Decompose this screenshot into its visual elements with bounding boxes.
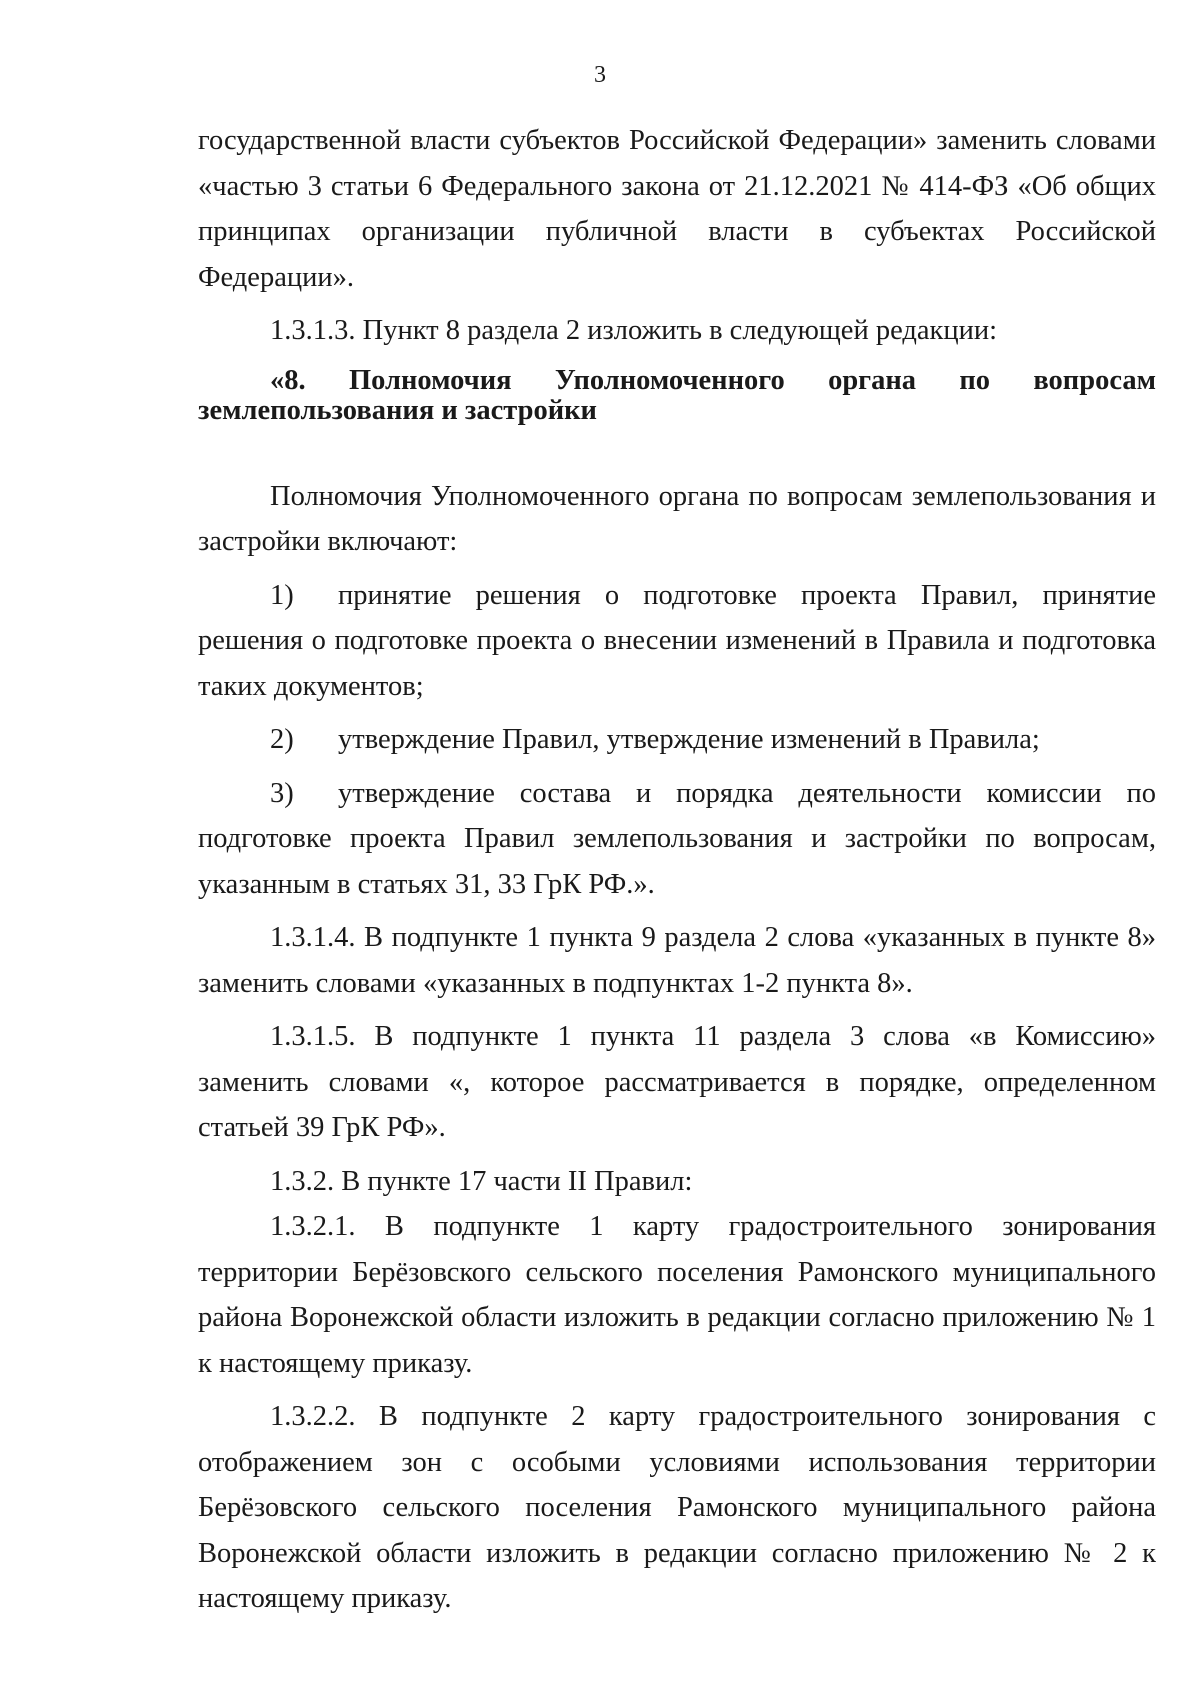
list-item-text: принятие решения о подготовке проекта Правил, принятие решения о подготовке проекта о внесении изменений в Правила и подготовка таких документов;: [198, 579, 1156, 702]
list-item-text: утверждение Правил, утверждение изменений в Правила;: [338, 724, 1040, 755]
list-number: 2): [270, 724, 294, 755]
paragraph-1-3-2: 1.3.2. В пункте 17 части II Правил:: [270, 1165, 693, 1197]
paragraph-1-3-1-5: 1.3.1.5. В подпункте 1 пункта 11 раздела 3 слова «в Комиссию» заменить словами «, которое рассматривается в порядке, определенном статьей 39 ГрК РФ».: [198, 1021, 1156, 1143]
list-item-3: [198, 771, 1156, 908]
paragraph-1-3-2-2: 1.3.2.2. В подпункте 2 карту градостроительного зонирования с отображением зон с особыми условиями использования территории Берёзовского сельского поселения Рамонского муниципального района Воронежской области изложить в редакции согласно приложению № 2 к настоящему приказу.: [198, 1401, 1156, 1614]
paragraph-1-3-1-3: 1.3.1.3. Пункт 8 раздела 2 изложить в следующей редакции:: [270, 315, 998, 346]
list-item-2: [198, 717, 1156, 763]
document-body: [198, 118, 1156, 1622]
paragraph-1-3-1-4: 1.3.1.4. В подпункте 1 пункта 9 раздела 2 слова «указанных в пункте 8» заменить словами «указанных в подпунктах 1-2 пункта 8».: [198, 922, 1156, 999]
paragraph-powers-intro: Полномочия Уполномоченного органа по вопросам землепользования и застройки включают:: [198, 480, 1156, 557]
list-item-text: утверждение состава и порядка деятельности комиссии по подготовке проекта Правил землепользования и застройки по вопросам, указанным в статьях 31, 33 ГрК РФ.».: [198, 777, 1156, 900]
list-number: 3): [270, 777, 294, 809]
section-heading: «8. Полномочия Уполномоченного органа по вопросам землепользования и застройки: [198, 364, 1156, 426]
list-number: 1): [270, 579, 294, 611]
list-item-1: [198, 573, 1156, 710]
page-number: 3: [594, 62, 606, 88]
paragraph-continuation: государственной власти субъектов Российской Федерации» заменить словами «частью 3 статьи 6 Федерального закона от 21.12.2021 № 414-ФЗ «Об общих принципах организации публичной власти в субъектах Российской Федерации».: [198, 125, 1156, 293]
paragraph-1-3-2-1: 1.3.2.1. В подпункте 1 карту градостроительного зонирования территории Берёзовского сельского поселения Рамонского муниципального района Воронежской области изложить в редакции согласно приложению № 1 к настоящему приказу.: [198, 1211, 1156, 1379]
